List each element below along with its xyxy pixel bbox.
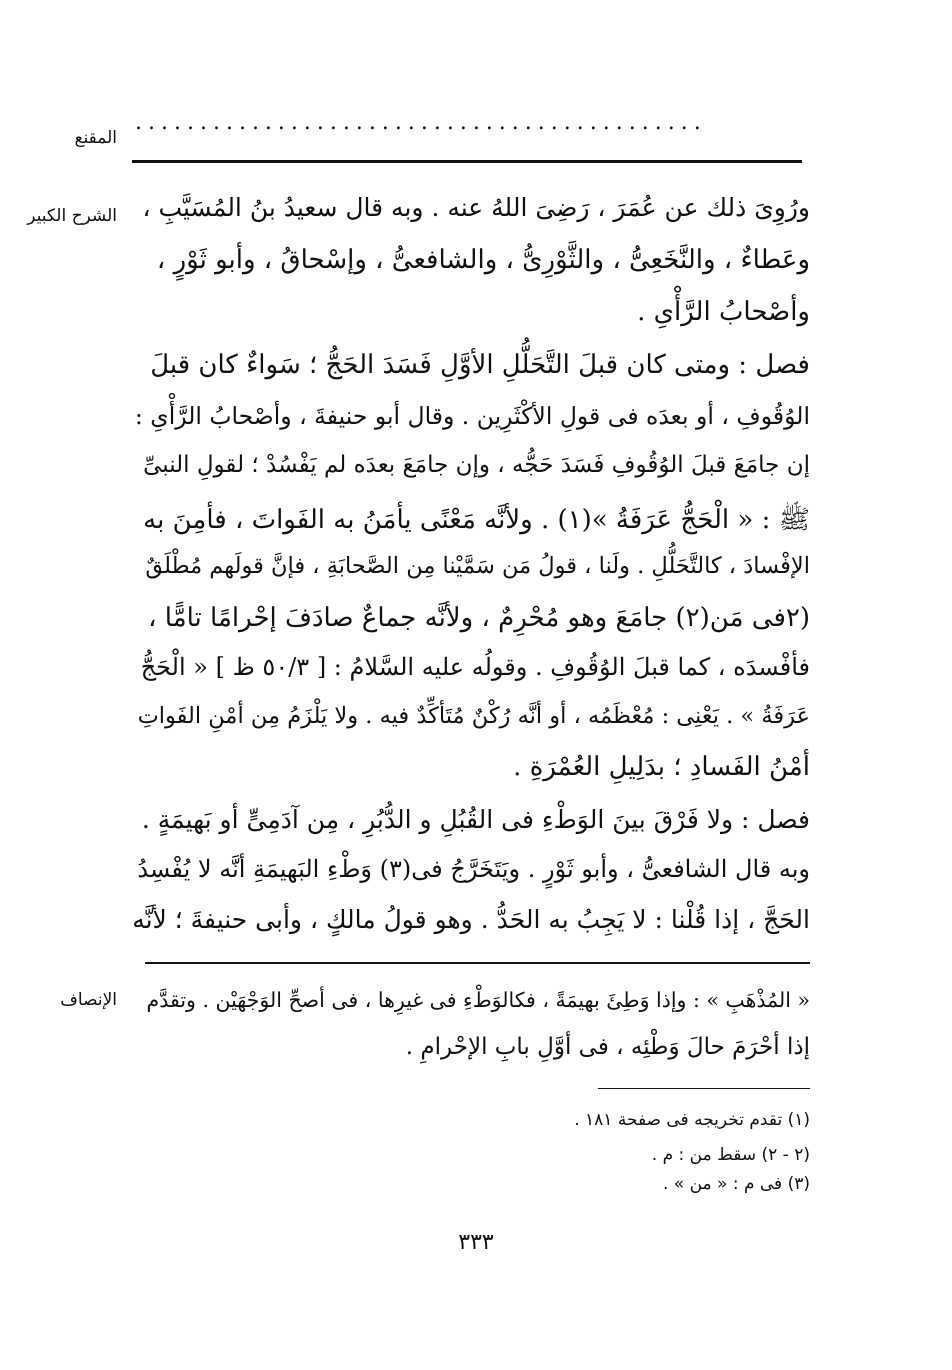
margin-label-insaf: الإنصاف [60, 990, 117, 1010]
main-line-5: الوُقُوفِ ، أو بعدَه فى قولِ الأكْثَرِين . وقال أبو حنيفةَ ، وأصْحابُ الرَّأْىِ : [134, 402, 810, 430]
main-line-1: ورُوِىَ ذلك عن عُمَرَ ، رَضِىَ اللهُ عنه . وبه قال سعيدُ بنُ المُسَيَّبِ ، [142, 193, 810, 222]
insaf-line-1: « المُذْهَبِ » : وإذا وَطِئَ بهيمَةً ، فكالوَطْءِ فى غيرِها ، فى أصحِّ الوَجْهَيْن . وتقدَّم [146, 988, 810, 1012]
main-line-8: الإفْسادَ ، كالتَّحَلُّلِ . ولَنا ، قولُ مَن سَمَّيْنا مِن الصَّحابَةِ ، فإنَّ قولَهم مُطْلَقٌ [145, 553, 810, 579]
main-line-13: فصل : ولا فَرْقَ بينَ الوَطْءِ فى القُبُلِ و الدُّبُرِ ، مِن آدَمِىٍّ أو بَهيمَةٍ . [141, 805, 810, 834]
main-line-7: ﷺ : « الْحَجُّ عَرَفَةُ »(١) . ولأنَّه مَعْنًى يأمَنُ به الفَواتَ ، فأمِنَ به [143, 505, 810, 535]
footnote-2: (٢ - ٢) سقط من : م . [651, 1145, 810, 1165]
main-line-2: وعَطاءٌ ، والنَّخَعِىُّ ، والثَّوْرِىُّ ، والشافعىُّ ، وإسْحاقُ ، وأبو ثَوْرٍ ، [156, 245, 810, 275]
main-line-9: (٢فى مَن(٢) جامَعَ وهو مُحْرِمٌ ، ولأنَّه جماعٌ صادَفَ إحْرامًا تامًّا ، [148, 603, 810, 633]
footnote-1: (١) تقدم تخريجه فى صفحة ١٨١ . [574, 1110, 810, 1130]
main-line-3: وأصْحابُ الرَّأْىِ . [637, 297, 810, 327]
header-title: المقنع [74, 128, 117, 148]
main-line-4: فصل : ومتى كان قبلَ التَّحَلُّلِ الأوَّلِ فَسَدَ الحَجُّ ؛ سَواءٌ كان قبلَ [150, 350, 810, 380]
footnotes [132, 0, 810, 1220]
main-line-10: فأفْسدَه ، كما قبلَ الوُقُوفِ . وقولُه عليه السَّلامُ : [ ٥٠/٣ ظ ] « الْحَجُّ [140, 653, 810, 681]
main-line-11: عَرَفَةُ » . يَعْنِى : مُعْظَمُه ، أو أنَّه رُكْنٌ مُتَأكِّدٌ فيه . ولا يَلْزَمُ مِن أمْنِ الفَواتِ [137, 703, 810, 729]
main-line-6: إن جامَعَ قبلَ الوُقُوفِ فَسَدَ حَجُّه ، وإن جامَعَ بعدَه لم يَفْسُدْ ؛ لقولِ النبىِّ [143, 452, 810, 478]
footnote-3: (٣) فى م : « من » . [662, 1174, 810, 1194]
main-line-12: أمْنُ الفَسادِ ؛ بدَلِيلِ العُمْرَةِ . [513, 752, 810, 782]
page-number: ٣٣٣ [458, 1230, 494, 1255]
header-dots: ............................................ [135, 110, 707, 135]
margin-label-sharh: الشرح الكبير [27, 206, 117, 226]
main-line-14: وبه قال الشافعىُّ ، وأبو ثَوْرٍ . ويَتَخَرَّجُ فى(٣) وَطْءِ البَهيمَةِ أنَّه لا يُفْسِدُ [137, 855, 810, 883]
insaf-line-2: إذا أحْرَمَ حالَ وَطْئِه ، فى أوَّلِ بابِ الإحْرامِ . [405, 1034, 810, 1060]
main-line-15: الحَجَّ ، إذا قُلْنا : لا يَجِبُ به الحَدُّ . وهو قولُ مالكٍ ، وأبى حنيفةَ ؛ لأنَّه [132, 905, 810, 934]
